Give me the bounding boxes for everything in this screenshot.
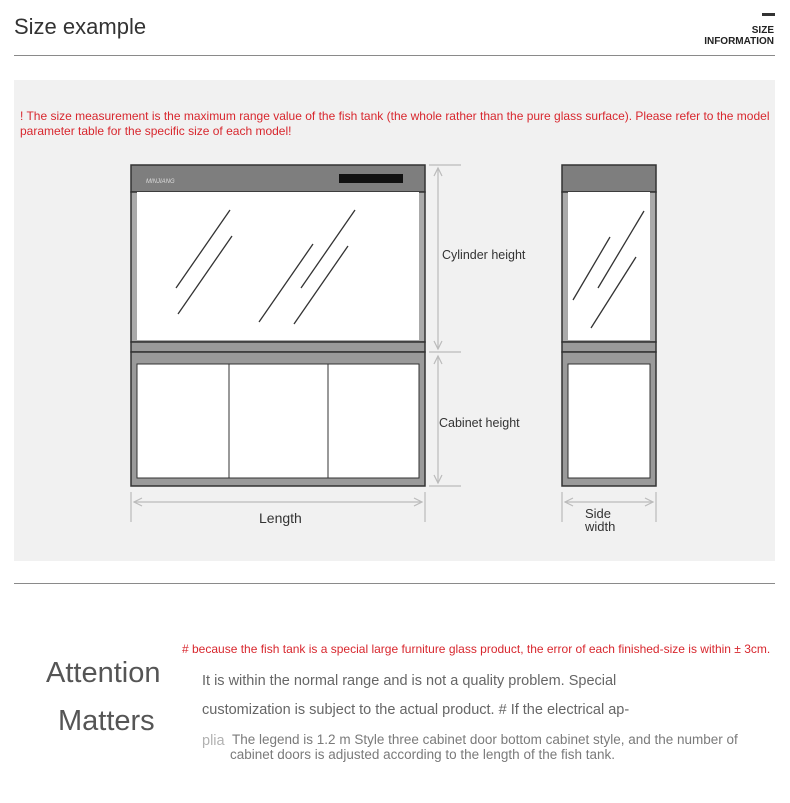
cylinder-height-label: Cylinder height: [442, 248, 526, 262]
front-view: [131, 165, 425, 486]
attention-title-line1: Attention: [46, 657, 161, 689]
attention-paragraph-line1: It is within the normal range and is not a quality problem. Special: [202, 673, 617, 689]
cabinet-height-label: Cabinet height: [439, 416, 520, 430]
page-title: Size example: [14, 14, 147, 39]
front-glass: [137, 192, 419, 340]
length-label: Length: [259, 510, 302, 526]
legend-note-line1: The legend is 1.2 m Style three cabinet door bottom cabinet style, and the number of: [232, 732, 738, 747]
cabinet-door-2: [229, 364, 328, 478]
side-view: [562, 165, 656, 486]
front-base-rim: [131, 342, 425, 352]
side-width-label-line1: Side: [585, 506, 612, 521]
section-tag-bottom: INFORMATION: [704, 36, 774, 47]
section-tag-top: SIZE: [751, 25, 774, 36]
front-light-bar: [339, 174, 403, 183]
side-width-label: [585, 507, 615, 533]
cylinder-height-dimension: [429, 165, 461, 486]
legend-note-line2: cabinet doors is adjusted according to the length of the fish tank.: [230, 747, 615, 762]
section-divider: [14, 583, 775, 584]
brand-logo: MINJIANG: [146, 179, 175, 185]
cabinet-door-3: [328, 364, 419, 478]
measurement-note: ! The size measurement is the maximum range value of the fish tank (the whole rather than the pure glass surface). Please refer to the model parameter table for the specific size of each model!: [20, 109, 770, 138]
side-hood: [562, 165, 656, 192]
attention-paragraph-line2: customization is subject to the actual product. # If the electrical ap-: [202, 702, 630, 718]
attention-paragraph-line3: plia: [202, 733, 225, 749]
cabinet-door-1: [137, 364, 229, 478]
side-width-label-line2: width: [585, 519, 616, 534]
tolerance-warning: # because the fish tank is a special large furniture glass product, the error of each finished-size is within ± 3cm.: [182, 642, 771, 656]
attention-title-line2: Matters: [58, 705, 155, 737]
side-glass: [568, 192, 650, 340]
